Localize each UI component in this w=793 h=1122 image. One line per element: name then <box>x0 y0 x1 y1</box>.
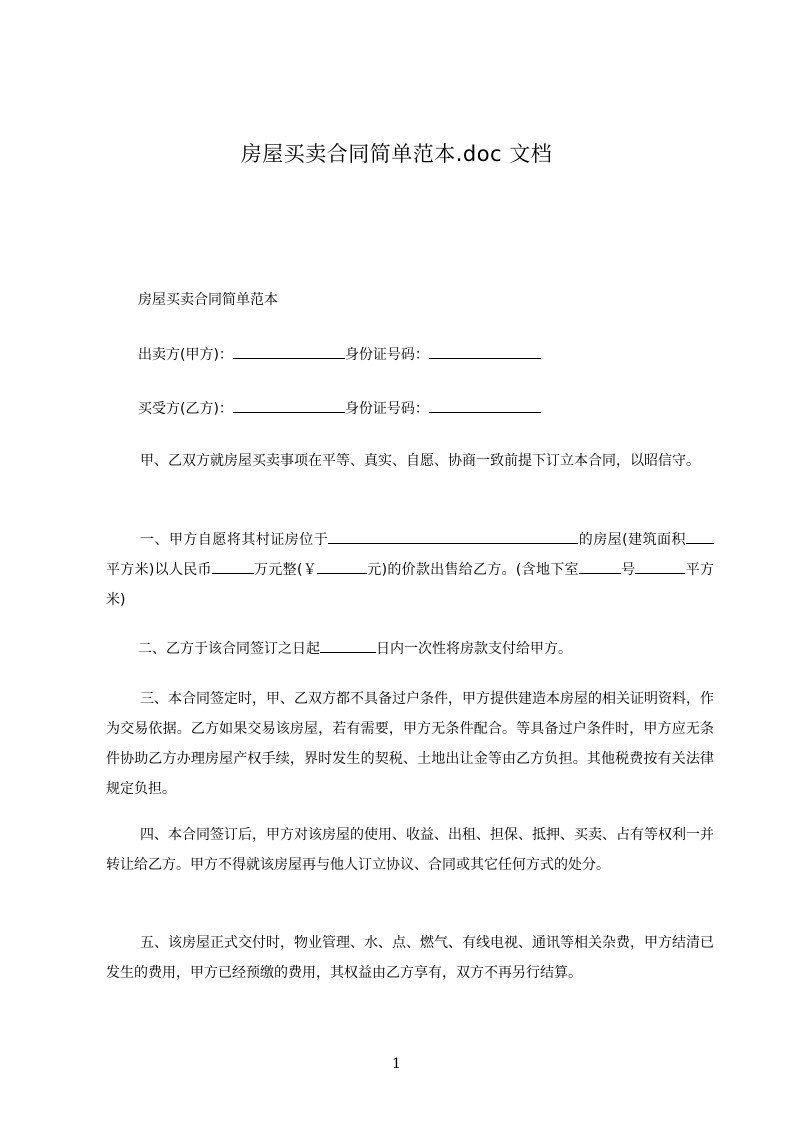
buyer-id-label: 身份证号码： <box>344 401 429 417</box>
basement-area-blank <box>635 559 685 574</box>
clause-2-text-a: 二、乙方于该合同签订之日起 <box>138 641 320 657</box>
buyer-id-blank <box>429 398 541 413</box>
payment-days-blank <box>320 638 376 653</box>
contract-subtitle: 房屋买卖合同简单范本 <box>138 292 278 308</box>
basement-number-blank <box>579 559 621 574</box>
clause-2-paragraph <box>138 638 572 659</box>
property-location-blank <box>328 529 578 544</box>
page-number: 1 <box>392 1056 401 1072</box>
seller-line <box>138 344 541 365</box>
clause-1-text-c: 平方米)以人民币 <box>106 562 212 578</box>
buyer-name-blank <box>233 398 345 413</box>
area-blank <box>686 529 714 544</box>
price-number-blank <box>317 559 367 574</box>
clause-4-paragraph: 四、本合同签订后，甲方对该房屋的使用、收益、出租、担保、抵押、买卖、占有等权利一并转让给乙方。甲方不得就该房屋再与他人订立协议、合同或其它任何方式的处分。 <box>106 827 714 873</box>
clause-2-text-b: 日内一次性将房款支付给甲方。 <box>376 641 572 657</box>
clause-1-text-f: 号 <box>620 562 636 578</box>
seller-id-blank <box>429 344 541 359</box>
clause-1-text-e: 元)的价款出售给乙方。(含地下室 <box>366 562 579 578</box>
clause-1-text-b: 的房屋(建筑面积 <box>578 532 687 548</box>
clause-1-paragraph <box>106 525 714 615</box>
clause-3-paragraph: 三、本合同签定时，甲、乙双方都不具备过户条件，甲方提供建造本房屋的相关证明资料，作为交易依据。乙方如果交易该房屋，若有需要，甲方无条件配合。等具备过户条件时，甲方应无条件协助乙方办理房屋产权手续，界时发生的契税、土地出让金等由乙方负担。其他税费按有关法律规定负担。 <box>106 691 714 797</box>
buyer-line <box>138 398 541 419</box>
buyer-label: 买受方(乙方)： <box>138 401 233 417</box>
seller-id-label: 身份证号码： <box>344 347 429 363</box>
price-words-blank <box>212 559 254 574</box>
clause-1-text-g: 平方米) <box>106 562 715 608</box>
clause-1-text-d: 万元整(￥ <box>253 562 317 578</box>
preamble-paragraph: 甲、乙双方就房屋买卖事项在平等、真实、自愿、协商一致前提下订立本合同，以昭信守。 <box>140 453 700 469</box>
seller-label: 出卖方(甲方)： <box>138 347 233 363</box>
clause-1-text-a: 一、甲方自愿将其村证房位于 <box>140 532 329 548</box>
document-title: 房屋买卖合同简单范本.doc 文档 <box>240 142 553 166</box>
seller-name-blank <box>233 344 345 359</box>
clause-5-paragraph: 五、该房屋正式交付时，物业管理、水、点、燃气、有线电视、通讯等相关杂费，甲方结清已发生的费用，甲方已经预缴的费用，其权益由乙方享有，双方不再另行结算。 <box>106 935 714 981</box>
